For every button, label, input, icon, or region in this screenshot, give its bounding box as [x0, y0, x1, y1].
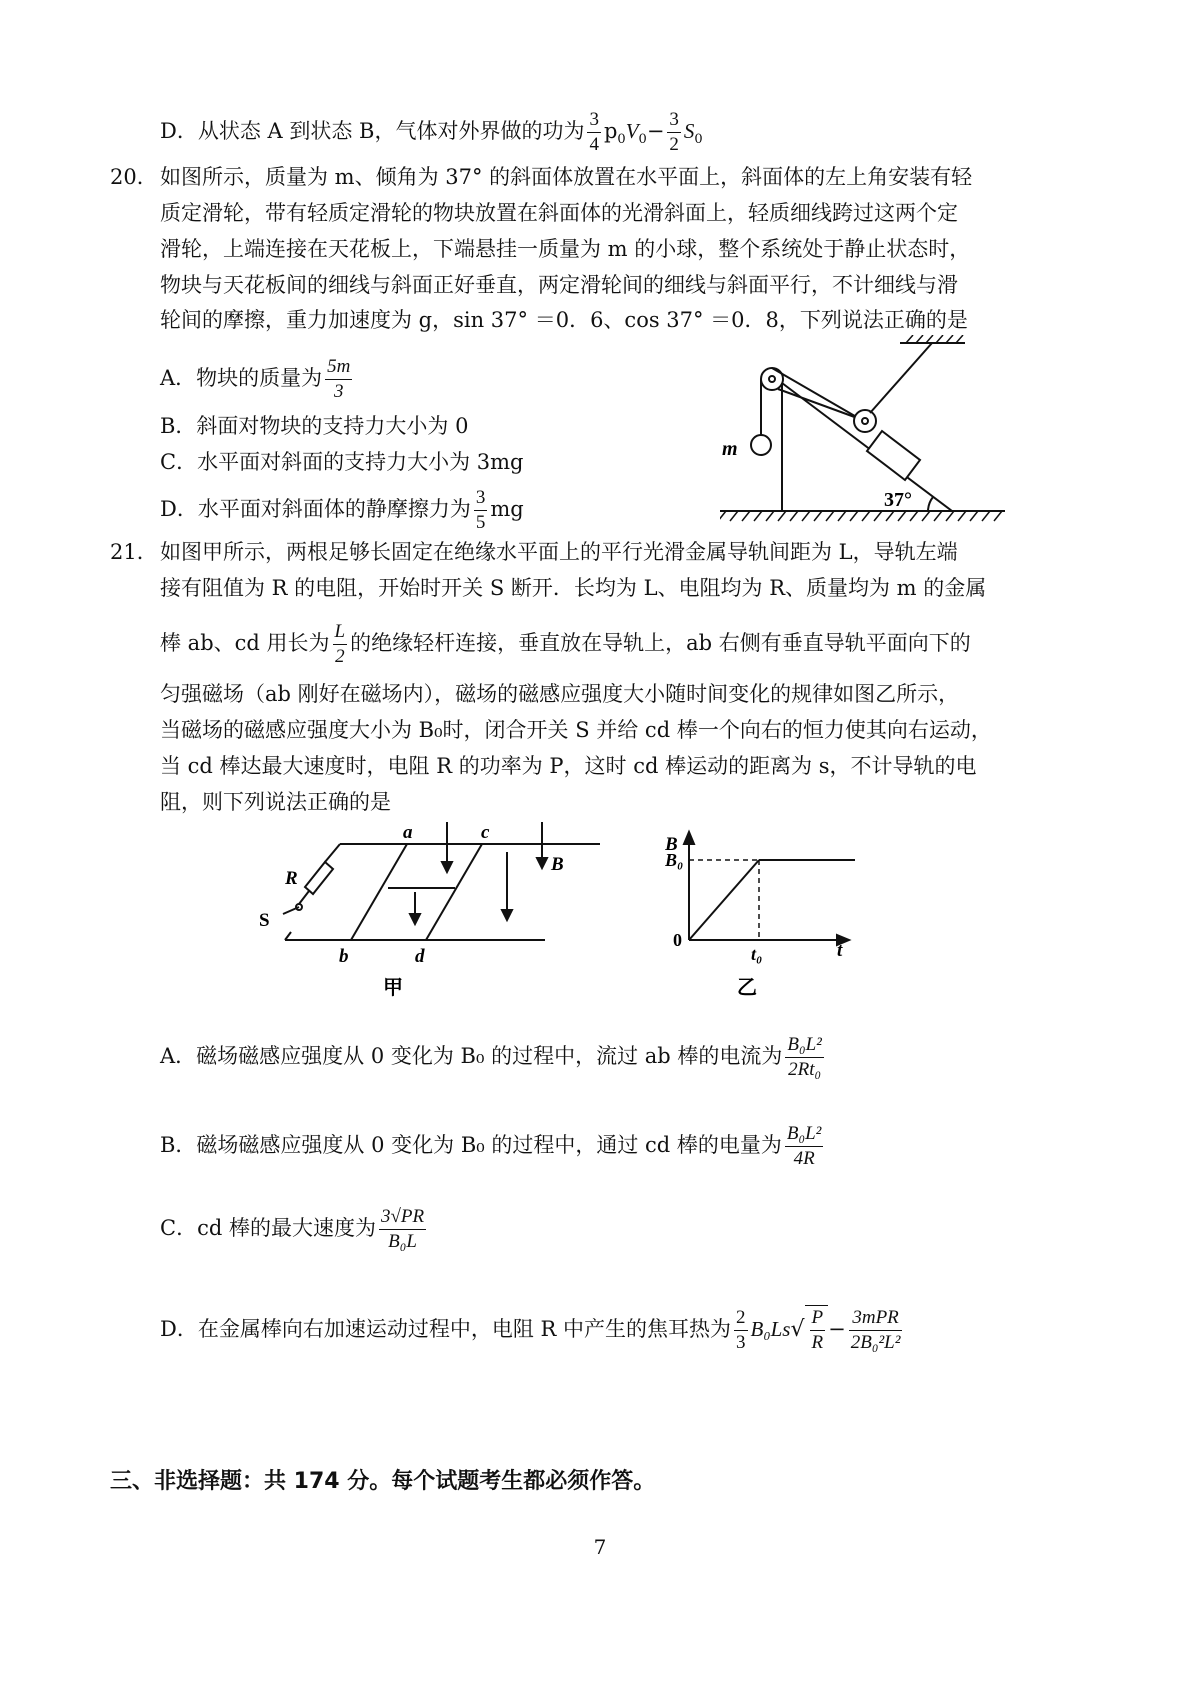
q21-stem-5: 当磁场的磁感应强度大小为 B₀时，闭合开关 S 并给 cd 棒一个向右的恒力使其向右运动，: [160, 718, 992, 742]
fraction: $\frac{3}{5}$: [475, 487, 486, 533]
fig-origin: 0: [673, 930, 682, 950]
q21-figure-jia: [255, 822, 615, 1002]
fraction: $\frac{\text{B₀L²}}{\text{2Rt₀}}$: [787, 1034, 822, 1080]
fig-label-b0: B₀: [665, 850, 684, 870]
fraction: $\frac{3}{2}$: [669, 109, 679, 155]
q20-stem-3: 滑轮，上端连接在天花板上，下端悬挂一质量为 m 的小球，整个系统处于静止状态时，: [160, 237, 971, 261]
q21-stem-3: 棒 ab、cd 用长为 $\frac{L}{2}$ 的绝缘轻杆连接，垂直放在导轨上，ab 右侧有垂直导轨平面向下的: [160, 621, 971, 667]
section-three-heading: 三、非选择题：共 174 分。每个试题考生都必须作答。: [110, 1469, 656, 1494]
fig-caption-yi: 乙: [737, 977, 757, 999]
fig-label-field: B: [551, 854, 564, 875]
fraction: $\frac{\text{B₀L²}}{4R}$: [786, 1123, 822, 1169]
fraction: $\frac{2}{3}$: [736, 1307, 746, 1353]
fig-label-s: S: [259, 910, 270, 931]
fig-label-r: R: [285, 868, 298, 889]
q21-option-d: D．在金属棒向右加速运动过程中，电阻 R 中产生的焦耳热为 $\frac{2}{3}$ B₀Ls√ $\frac{P}{R}$ − $\frac{\text{3mPR}}{\text{2B₀²L²}}$: [160, 1307, 901, 1353]
page-number: 7: [593, 1535, 607, 1559]
fraction: $\frac{L}{2}$: [334, 621, 346, 667]
q21-option-a: A．磁场磁感应强度从 0 变化为 B₀ 的过程中，流过 ab 棒的电流为 $\frac{\text{B₀L²}}{\text{2Rt₀}}$: [160, 1034, 822, 1080]
q21-stem-1: 如图甲所示，两根足够长固定在绝缘水平面上的平行光滑金属导轨间距为 L，导轨左端: [160, 540, 958, 564]
q20-option-d: D．水平面对斜面体的静摩擦力为 $\frac{3}{5}$ mg: [160, 487, 524, 533]
fraction: $\frac{5m}{3}$: [327, 356, 351, 402]
q20-stem-1: 如图所示，质量为 m、倾角为 37° 的斜面体放置在水平面上，斜面体的左上角安装有轻: [160, 165, 973, 189]
fraction: $\frac{P}{R}$: [811, 1307, 824, 1353]
q21-figure-yi: [665, 828, 875, 1003]
q21-number: 21．: [110, 540, 158, 564]
q20-stem-4: 物块与天花板间的细线与斜面正好垂直，两定滑轮间的细线与斜面平行，不计细线与滑: [160, 273, 958, 297]
q21-option-b: B．磁场磁感应强度从 0 变化为 B₀ 的过程中，通过 cd 棒的电量为 $\frac{\text{B₀L²}}{4R}$: [160, 1123, 822, 1169]
q21-stem-6: 当 cd 棒达最大速度时，电阻 R 的功率为 P，这时 cd 棒运动的距离为 s，不计导轨的电: [160, 754, 977, 778]
fig-label-t0: t₀: [751, 944, 763, 964]
q21-option-c: C．cd 棒的最大速度为 $\frac{3√PR}{\text{B₀L}}$: [160, 1206, 425, 1252]
fraction: $\frac{\text{3mPR}}{\text{2B₀²L²}}$: [850, 1307, 901, 1353]
fig-axis-t: t: [837, 940, 843, 961]
fraction: $\frac{3√PR}{\text{B₀L}}$: [380, 1206, 425, 1252]
q20-option-a: A．物块的质量为 $\frac{5m}{3}$: [160, 356, 351, 402]
q21-stem-7: 阻，则下列说法正确的是: [160, 790, 391, 814]
q20-fig-label-m: m: [722, 438, 738, 460]
q19-option-d: D．从状态 A 到状态 B，气体对外界做的功为 $\frac{3}{4}$ $p_0V_0-$ $\frac{3}{2}$ $S_0$: [160, 109, 703, 155]
fig-label-c: c: [481, 822, 490, 843]
fig-label-a: a: [403, 822, 413, 843]
fig-axis-b: B: [665, 834, 678, 855]
q21-stem-2: 接有阻值为 R 的电阻，开始时开关 S 断开．长均为 L、电阻均为 R、质量均为 m 的金属: [160, 576, 987, 600]
q20-stem-2: 质定滑轮，带有轻质定滑轮的物块放置在斜面体的光滑斜面上，轻质细线跨过这两个定: [160, 201, 958, 225]
q20-option-b: B．斜面对物块的支持力大小为 0: [160, 414, 469, 438]
q20-number: 20．: [110, 165, 158, 189]
fraction: $\frac{3}{4}$: [589, 109, 599, 155]
fig-label-d: d: [415, 946, 425, 967]
q20-option-c: C．水平面对斜面的支持力大小为 3mg: [160, 450, 524, 474]
q21-stem-4: 匀强磁场（ab 刚好在磁场内），磁场的磁感应强度大小随时间变化的规律如图乙所示，: [160, 682, 960, 706]
q20-stem-5: 轮间的摩擦，重力加速度为 g，sin 37° ＝0．6、cos 37° ＝0．8，下列说法正确的是: [160, 308, 968, 332]
fig-caption-jia: 甲: [383, 977, 403, 999]
q20-fig-label-angle: 37°: [884, 489, 912, 511]
q20-incline-figure: [720, 335, 1020, 535]
fig-label-b: b: [339, 946, 349, 967]
